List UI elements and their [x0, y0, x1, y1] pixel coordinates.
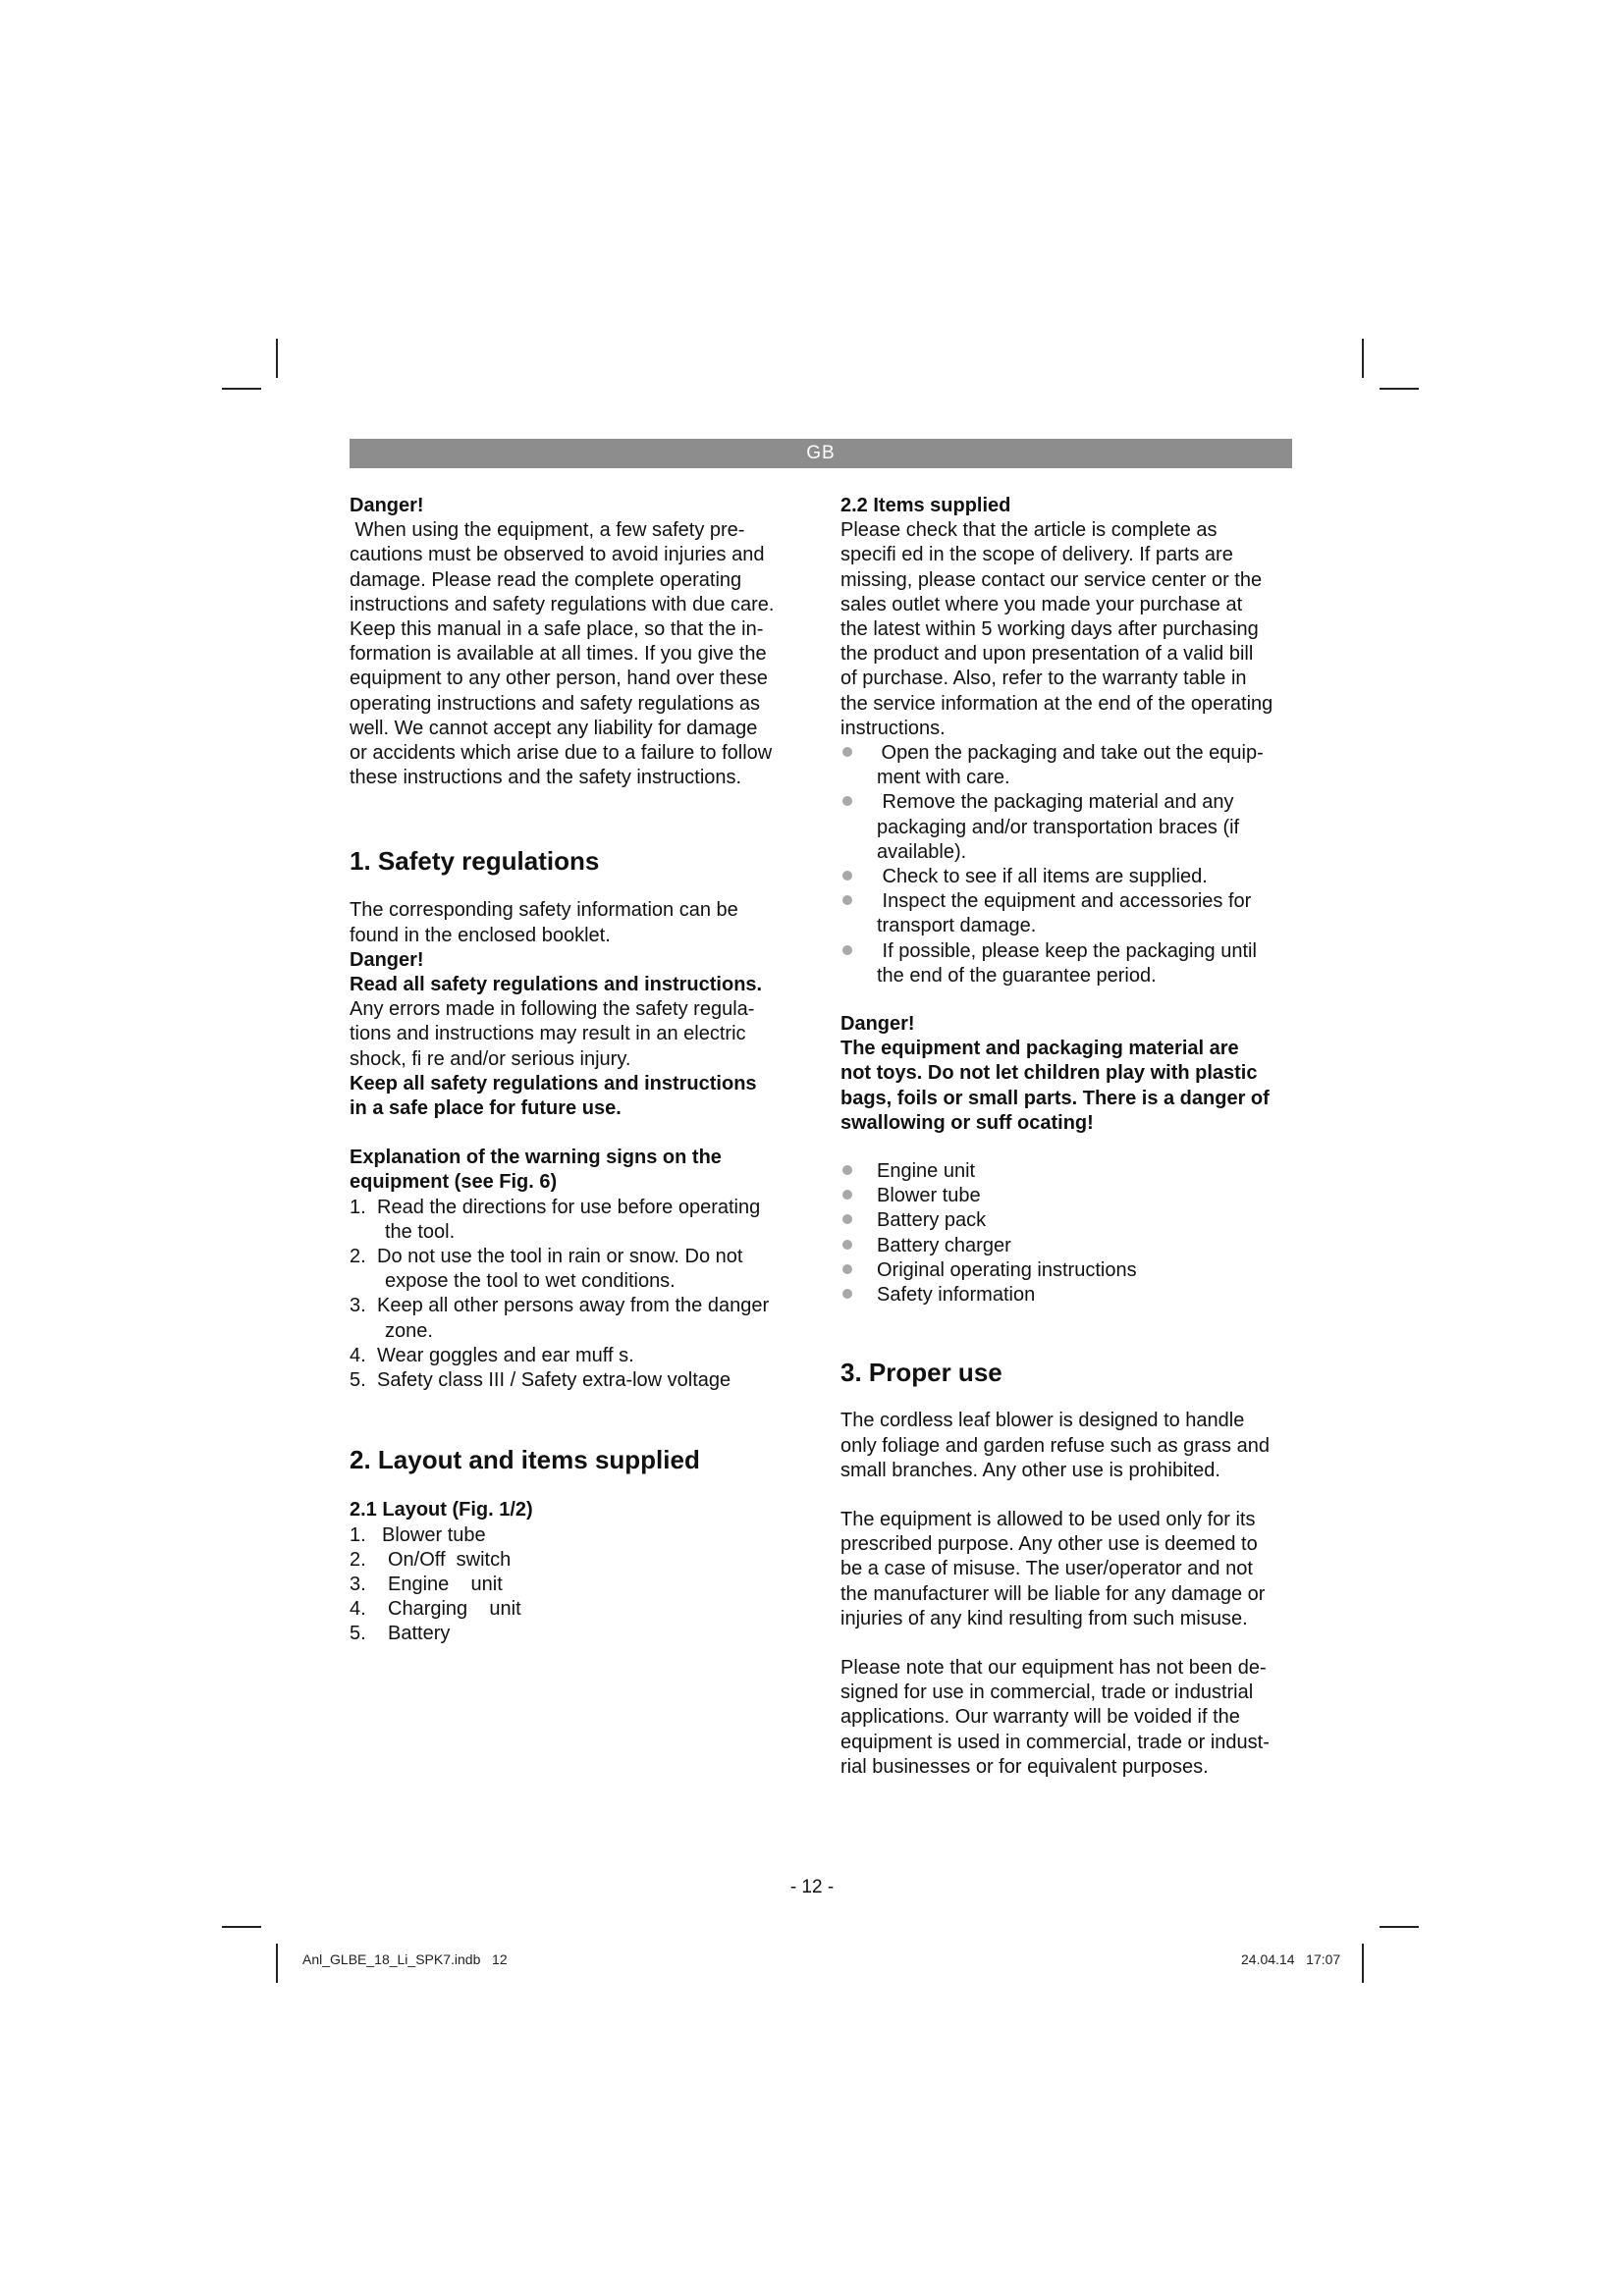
text-line: equipment to any other person, hand over these: [350, 667, 768, 690]
crop-mark: [222, 1926, 261, 1928]
text-line: equipment (see Fig. 6): [350, 1171, 558, 1194]
text-line: instructions and safety regulations with due care.: [350, 593, 775, 615]
text-line: these instructions and the safety instructions.: [350, 767, 742, 789]
items-supplied-paragraph: [840, 518, 1297, 741]
list-item: [840, 1258, 1297, 1283]
danger-paragraph: [350, 997, 793, 1072]
danger-heading: Danger!: [350, 495, 424, 516]
text-line: The corresponding safety information can be: [350, 899, 738, 922]
text-line: Any errors made in following the safety regula-: [350, 998, 755, 1021]
layout-subheading: 2.1 Layout (Fig. 1/2): [350, 1499, 533, 1522]
list-text: Battery charger: [877, 1234, 1011, 1256]
crop-mark: [276, 1944, 278, 1983]
text-line: When using the equipment, a few safety pre-: [350, 519, 745, 542]
footer-date-text: 24.04.14 17:07: [1241, 1951, 1341, 1967]
list-text: Engine unit: [388, 1573, 503, 1595]
danger-paragraph: [350, 518, 793, 790]
text-line: shock, fi re and/or serious injury.: [350, 1047, 631, 1070]
list-text: Wear goggles and ear muff s.: [377, 1344, 634, 1366]
text-line: swallowing or suff ocating!: [840, 1111, 1094, 1134]
bullet-icon: [842, 1264, 852, 1274]
text-line: Keep all safety regulations and instructions: [350, 1072, 757, 1095]
proper-use-paragraph: [840, 1409, 1297, 1483]
right-column: [840, 494, 1297, 1780]
list-number: 4.: [350, 1598, 366, 1621]
bullet-icon: [842, 1289, 852, 1299]
list-text: Engine unit: [877, 1160, 976, 1183]
list-item: [350, 1344, 793, 1368]
list-number: 3.: [350, 1295, 366, 1317]
list-number: 5.: [350, 1369, 366, 1392]
list-text: Safety class III / Safety extra-low voltage: [377, 1369, 731, 1392]
list-number: 1.: [350, 1523, 366, 1546]
list-text: Remove the packaging material and any: [877, 791, 1234, 814]
list-text: Blower tube: [877, 1185, 981, 1207]
crop-mark: [1362, 339, 1364, 378]
danger-heading: Danger!: [840, 1013, 915, 1036]
bullet-icon: [842, 1214, 852, 1224]
text-line: of purchase. Also, refer to the warranty table in: [840, 667, 1247, 690]
list-text: Open the packaging and take out the equip-: [876, 742, 1264, 765]
list-text: Check to see if all items are supplied.: [877, 866, 1208, 888]
list-text: Battery: [388, 1623, 451, 1645]
list-item: [840, 1234, 1297, 1258]
list-text: Charging unit: [388, 1598, 521, 1621]
list-item: [350, 1196, 793, 1245]
list-item: [840, 741, 1297, 790]
text-line: the manufacturer will be liable for any damage or: [840, 1582, 1266, 1605]
list-text: Battery pack: [877, 1209, 987, 1232]
text-line: small branches. Any other use is prohibited.: [840, 1459, 1220, 1481]
language-label: GB: [806, 443, 836, 463]
list-item: [350, 1523, 793, 1548]
text-line: Explanation of the warning signs on the: [350, 1147, 722, 1169]
crop-mark: [222, 388, 261, 390]
text-line: or accidents which arise due to a failure to follow: [350, 742, 773, 765]
list-item: [350, 1368, 793, 1393]
list-item: [840, 790, 1297, 865]
bullet-icon: [842, 796, 852, 806]
text-line: Please note that our equipment has not been de-: [840, 1656, 1267, 1679]
text-line: the product and upon presentation of a valid bill: [840, 643, 1254, 666]
section-heading-layout: 2. Layout and items supplied: [350, 1445, 700, 1475]
text-line: injuries of any kind resulting from such misuse.: [840, 1607, 1248, 1629]
text-line: missing, please contact our service center or the: [840, 568, 1263, 591]
text-line: rial businesses or for equivalent purposes.: [840, 1755, 1209, 1778]
text-line: formation is available at all times. If you give the: [350, 643, 767, 666]
text-line: be a case of misuse. The user/operator and not: [840, 1558, 1253, 1580]
list-text: Do not use the tool in rain or snow. Do not: [377, 1246, 743, 1268]
crop-mark: [1380, 388, 1419, 390]
list-item: [350, 1573, 793, 1597]
list-number: 1.: [350, 1196, 366, 1218]
bullet-icon: [842, 747, 852, 757]
list-text: ment with care.: [877, 767, 1010, 789]
list-item: [350, 1597, 793, 1622]
left-column: [350, 494, 793, 1647]
text-line: sales outlet where you made your purchase at: [840, 593, 1243, 615]
list-item: [350, 1622, 793, 1646]
text-line: applications. Our warranty will be voided if the: [840, 1706, 1240, 1729]
list-item: [840, 889, 1297, 938]
list-item: [840, 1283, 1297, 1308]
list-number: 2.: [350, 1246, 366, 1268]
danger-heading: Danger!: [350, 948, 424, 971]
text-line: damage. Please read the complete operating: [350, 568, 742, 591]
text-line: the latest within 5 working days after purchasing: [840, 618, 1259, 641]
list-text: available).: [877, 840, 967, 863]
crop-mark: [276, 339, 278, 378]
proper-use-paragraph: [840, 1656, 1297, 1780]
text-line: only foliage and garden refuse such as grass and: [840, 1434, 1270, 1457]
text-line: signed for use in commercial, trade or industrial: [840, 1682, 1254, 1704]
supplied-items-list: [840, 1159, 1297, 1308]
list-number: 5.: [350, 1623, 366, 1645]
proper-use-paragraph: [840, 1508, 1297, 1631]
keep-instructions-note: [350, 1072, 793, 1121]
text-line: The equipment and packaging material are: [840, 1038, 1239, 1060]
list-item: [840, 865, 1297, 889]
text-line: cautions must be observed to avoid injuries and: [350, 544, 765, 566]
text-line: found in the enclosed booklet.: [350, 924, 611, 946]
list-text: packaging and/or transportation braces (if: [877, 816, 1240, 838]
text-line: well. We cannot accept any liability for damage: [350, 717, 758, 739]
section-heading-safety: 1. Safety regulations: [350, 846, 600, 877]
list-text: On/Off switch: [388, 1548, 512, 1571]
list-text: the tool.: [385, 1220, 456, 1243]
text-line: equipment is used in commercial, trade or indust-: [840, 1731, 1270, 1753]
footer-file-text: Anl_GLBE_18_Li_SPK7.indb 12: [302, 1951, 508, 1967]
crop-mark: [1362, 1944, 1364, 1983]
list-item: [840, 1159, 1297, 1184]
text-line: The cordless leaf blower is designed to handle: [840, 1410, 1245, 1432]
text-line: specifi ed in the scope of delivery. If parts are: [840, 544, 1233, 566]
list-item: [840, 939, 1297, 988]
layout-list: [350, 1523, 793, 1647]
list-item: [840, 1208, 1297, 1233]
list-text: Original operating instructions: [877, 1258, 1137, 1281]
text-line: in a safe place for future use.: [350, 1097, 622, 1120]
list-item: [350, 1294, 793, 1343]
bullet-icon: [842, 895, 852, 905]
list-text: Keep all other persons away from the danger: [377, 1295, 770, 1317]
list-text: the end of the guarantee period.: [877, 964, 1157, 987]
text-line: bags, foils or small parts. There is a danger of: [840, 1087, 1270, 1109]
list-item: [350, 1548, 793, 1573]
warning-signs-heading: [350, 1146, 793, 1195]
unpacking-steps-list: [840, 741, 1297, 988]
bullet-icon: [842, 1165, 852, 1175]
footer-timestamp: [1241, 1951, 1340, 1967]
text-line: prescribed purpose. Any other use is deemed to: [840, 1533, 1258, 1556]
list-text: Safety information: [877, 1284, 1036, 1307]
warning-signs-list: [350, 1196, 793, 1394]
footer-filename: [302, 1951, 508, 1967]
items-supplied-subheading: 2.2 Items supplied: [840, 495, 1011, 516]
list-number: 2.: [350, 1548, 366, 1571]
text-line: not toys. Do not let children play with plastic: [840, 1062, 1258, 1085]
list-number: 3.: [350, 1573, 366, 1595]
section-heading-proper-use: 3. Proper use: [840, 1358, 1002, 1388]
list-item: [350, 1245, 793, 1294]
page-number: - 12 -: [789, 1877, 835, 1897]
language-header-bar: [350, 439, 1292, 468]
list-number: 4.: [350, 1344, 366, 1366]
text-line: the service information at the end of the operating: [840, 692, 1273, 715]
text-line: tions and instructions may result in an electric: [350, 1023, 746, 1045]
text-line: instructions.: [840, 717, 946, 739]
list-text: Read the directions for use before operating: [377, 1196, 761, 1218]
danger-bold-line: Read all safety regulations and instructions.: [350, 974, 763, 996]
text-line: Keep this manual in a safe place, so that the in-: [350, 618, 764, 641]
list-text: transport damage.: [877, 915, 1037, 937]
list-text: Blower tube: [382, 1523, 486, 1546]
bullet-icon: [842, 945, 852, 955]
text-line: operating instructions and safety regulations as: [350, 692, 761, 715]
crop-mark: [1380, 1926, 1419, 1928]
bullet-icon: [842, 1240, 852, 1250]
safety-intro: [350, 898, 793, 947]
bullet-icon: [842, 1190, 852, 1200]
bullet-icon: [842, 871, 852, 881]
list-text: zone.: [385, 1319, 433, 1342]
danger-paragraph: [840, 1037, 1297, 1136]
text-line: The equipment is allowed to be used only for its: [840, 1508, 1256, 1530]
list-text: expose the tool to wet conditions.: [385, 1270, 676, 1293]
list-item: [840, 1184, 1297, 1208]
text-line: Please check that the article is complete as: [840, 519, 1218, 542]
list-text: If possible, please keep the packaging until: [877, 939, 1257, 962]
list-text: Inspect the equipment and accessories for: [877, 890, 1252, 913]
